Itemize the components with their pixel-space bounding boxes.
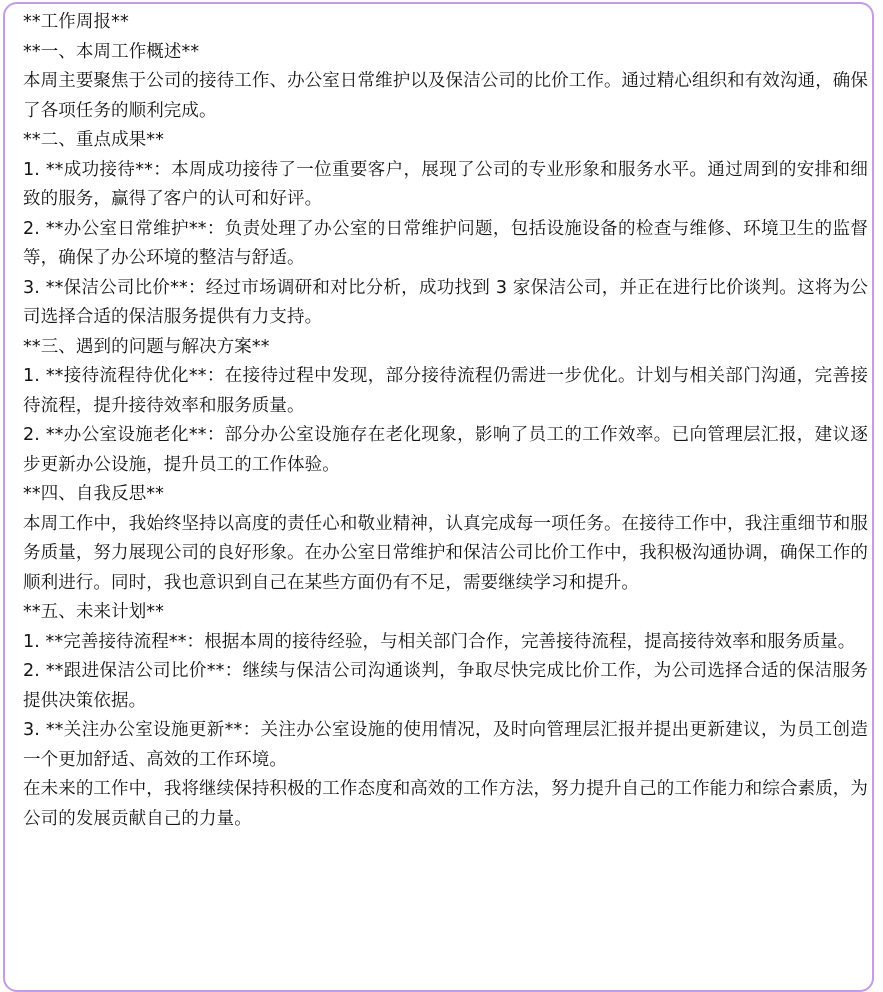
section-heading: **一、本周工作概述** <box>23 41 200 62</box>
report-title: **工作周报** <box>23 12 129 32</box>
section-heading: **四、自我反思** <box>23 484 164 504</box>
paragraph: 本周工作中，我始终坚持以高度的责任心和敬业精神，认真完成每一项任务。在接待工作中，我注重细节和服务质量，努力展现公司的良好形象。在办公室日常维护和保洁公司比价工作中，我积极沟通协调，确保工作的顺利进行。同时，我也意识到自己在某些方面仍有不足，需要继续学习和提升。 <box>23 513 868 593</box>
paragraph: 在未来的工作中，我将继续保持积极的工作态度和高效的工作方法，努力提升自己的工作能力和综合素质，为公司的发展贡献自己的力量。 <box>23 779 868 829</box>
paragraph: 本周主要聚焦于公司的接待工作、办公室日常维护以及保洁公司的比价工作。通过精心组织和有效沟通，确保了各项任务的顺利完成。 <box>23 71 868 121</box>
section-heading: **五、未来计划** <box>23 602 164 622</box>
list-item: 2. **办公室日常维护**：负责处理了办公室的日常维护问题，包括设施设备的检查与维修、环境卫生的监督等，确保了办公环境的整洁与舒适。 <box>23 218 868 268</box>
report-content <box>23 8 868 834</box>
list-item: 2. **办公室设施老化**：部分办公室设施存在老化现象，影响了员工的工作效率。已向管理层汇报，建议逐步更新办公设施，提升员工的工作体验。 <box>23 425 868 475</box>
list-item: 3. **关注办公室设施更新**：关注办公室设施的使用情况，及时向管理层汇报并提出更新建议，为员工创造一个更加舒适、高效的工作环境。 <box>23 720 868 770</box>
list-item: 1. **接待流程待优化**：在接待过程中发现，部分接待流程仍需进一步优化。计划与相关部门沟通，完善接待流程，提升接待效率和服务质量。 <box>23 366 868 416</box>
message-card <box>3 2 874 992</box>
list-item: 2. **跟进保洁公司比价**：继续与保洁公司沟通谈判，争取尽快完成比价工作，为公司选择合适的保洁服务提供决策依据。 <box>23 661 868 711</box>
section-heading: **三、遇到的问题与解决方案** <box>23 336 270 357</box>
list-item: 1. **完善接待流程**：根据本周的接待经验，与相关部门合作，完善接待流程，提高接待效率和服务质量。 <box>23 631 856 652</box>
section-heading: **二、重点成果** <box>23 130 164 150</box>
list-item: 3. **保洁公司比价**：经过市场调研和对比分析，成功找到 3 家保洁公司，并正在进行比价谈判。这将为公司选择合适的保洁服务提供有力支持。 <box>23 277 868 327</box>
list-item: 1. **成功接待**：本周成功接待了一位重要客户，展现了公司的专业形象和服务水平。通过周到的安排和细致的服务，赢得了客户的认可和好评。 <box>23 159 868 209</box>
